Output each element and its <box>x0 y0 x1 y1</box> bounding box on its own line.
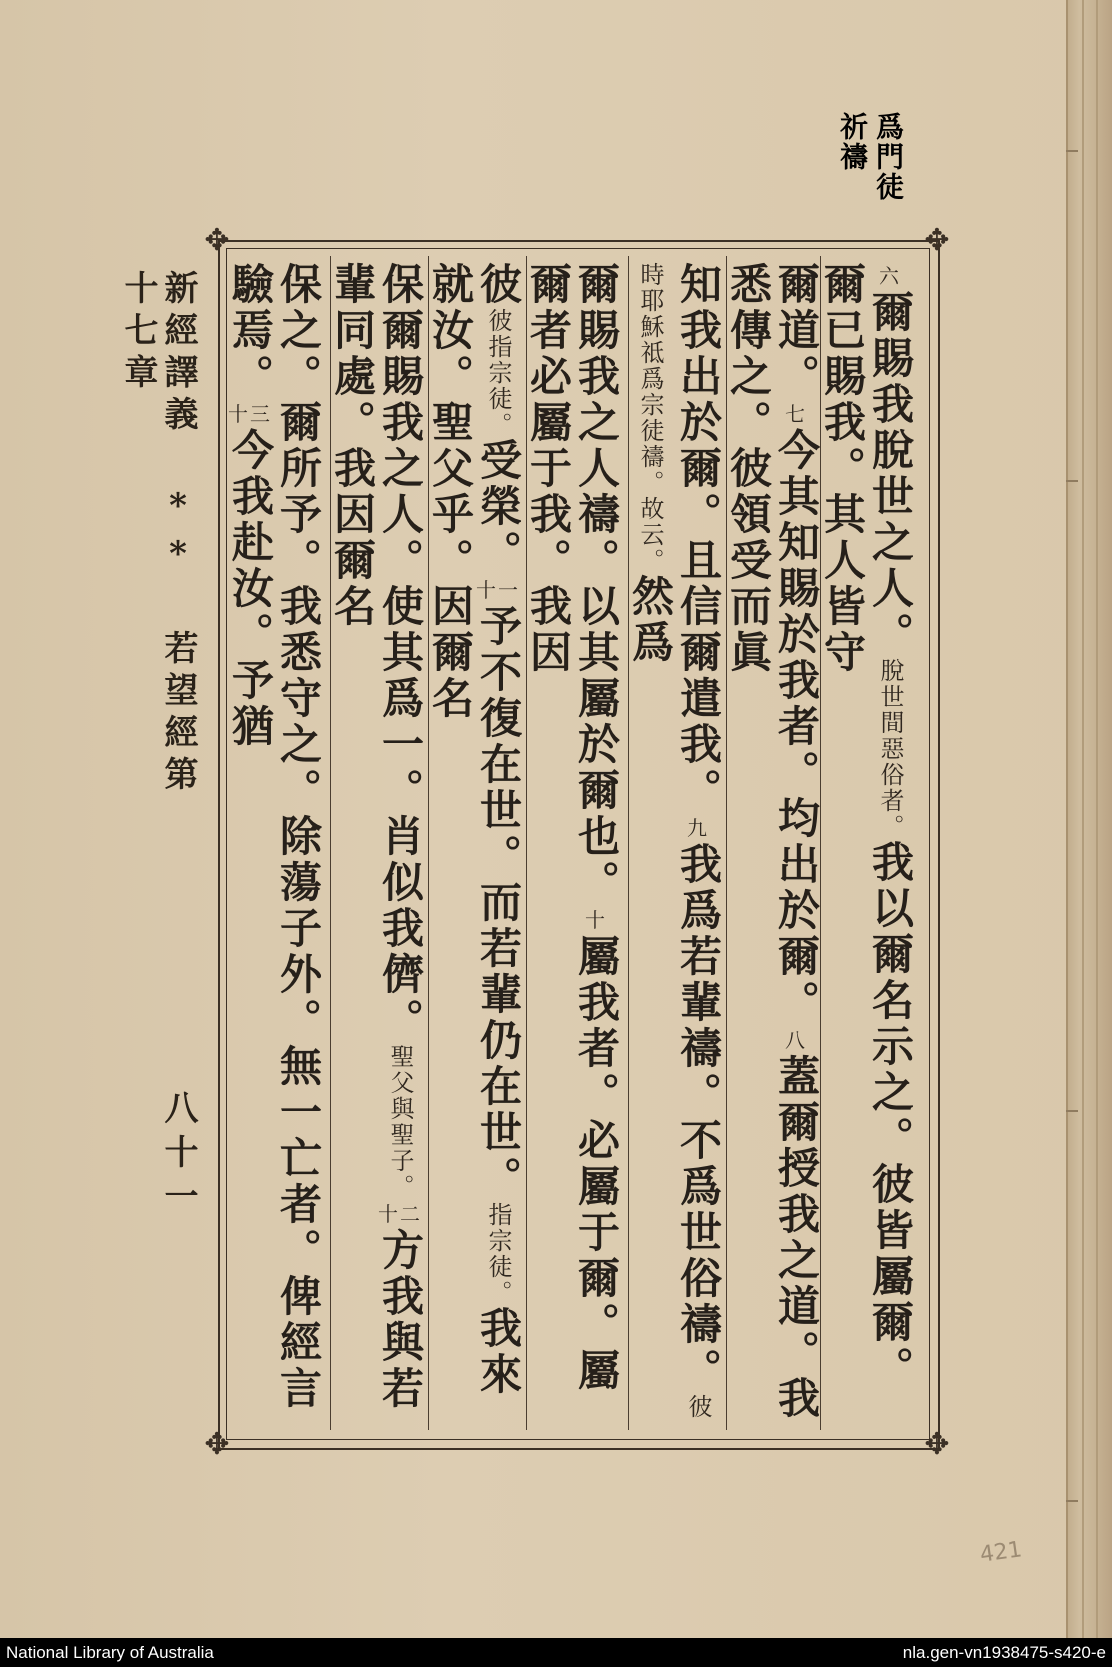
text-column <box>818 262 915 1432</box>
scripture-text: 我爲若輩禱。不爲世俗禱。 <box>674 842 723 1394</box>
scripture-text: 保之。爾所予。我悉守之。除蕩子外。無一亡者。俾經言驗焉。 <box>226 262 323 1412</box>
scripture-text: 保爾賜我之人。使其爲一。肖似我儕。 <box>376 262 425 1044</box>
binding-thread <box>1066 480 1078 482</box>
text-column <box>426 262 523 1432</box>
binding-thread <box>1066 150 1078 152</box>
scripture-text: 今我赴汝。予猶 <box>226 428 275 750</box>
text-column <box>626 262 723 1432</box>
scripture-text: 予不復在世。而若輩仍在世。 <box>474 604 523 1202</box>
commentary-note: 聖父與聖子。 <box>386 1044 414 1200</box>
scripture-text: 彼 <box>474 262 523 308</box>
commentary-note: 彼時耶穌祗爲宗徒禱。故云。 <box>636 262 712 1420</box>
scripture-text: 然爲 <box>626 574 675 666</box>
scripture-text: 今其知賜於我者。均出於爾。 <box>772 428 821 1026</box>
verse-number: 十二 <box>378 1202 422 1226</box>
verse-number: 十三 <box>228 402 272 426</box>
page-edge-line <box>1082 0 1084 1638</box>
margin-heading-line: 爲門徒 <box>872 112 905 202</box>
footer-bar <box>0 1638 1112 1667</box>
commentary-note: 彼指宗徒。 <box>484 308 512 438</box>
corner-ornament-icon: ✥ <box>924 1427 950 1462</box>
verse-number: 六 <box>879 264 901 288</box>
text-column <box>724 262 821 1432</box>
verse-number: 十一 <box>476 578 520 602</box>
scripture-text: 知我出於爾。且信爾遣我。 <box>674 262 723 814</box>
footer-item-id: nla.gen-vn1938475-s420-e <box>902 1643 1106 1662</box>
page-number: 八十一 <box>158 1090 198 1222</box>
scripture-text: 屬我者。必屬于爾。屬爾者必屬于我。我因 <box>524 262 621 1394</box>
scripture-text: 受榮。 <box>474 438 523 576</box>
footer-library-name: National Library of Australia <box>6 1643 214 1662</box>
scripture-text: 爾賜我脫世之人。 <box>866 290 915 658</box>
margin-heading <box>826 112 906 222</box>
scripture-text: 我以爾名示之。彼皆屬爾。爾已賜我。其人皆守 <box>818 262 915 1392</box>
text-column <box>524 262 621 1432</box>
verse-number: 七 <box>785 402 807 426</box>
margin-heading-line: 祈禱 <box>836 112 869 172</box>
scripture-text: 蓋爾授我之道。我悉傳之。彼領受而眞 <box>724 262 821 1422</box>
scripture-text: 方我與若輩同處。我因爾名 <box>328 262 425 1412</box>
text-column <box>328 262 425 1432</box>
binding-thread <box>1066 1500 1078 1502</box>
binding-thread <box>1066 1110 1078 1112</box>
text-column <box>226 262 323 1432</box>
scripture-text: 我來就汝。聖父乎。因爾名 <box>426 262 523 1398</box>
corner-ornament-icon: ✥ <box>204 223 230 258</box>
pencil-mark: 421 <box>978 1537 1024 1568</box>
commentary-note: 指宗徒。 <box>484 1202 512 1306</box>
verse-number: 九 <box>687 816 709 840</box>
page-edge-line <box>1096 0 1098 1638</box>
scripture-text: 爾賜我之人禱。以其屬於爾也。 <box>572 262 621 906</box>
corner-ornament-icon: ✥ <box>204 1427 230 1462</box>
verse-number: 八 <box>785 1028 807 1052</box>
page-stack-edge <box>1066 0 1112 1638</box>
running-title: 新經譯義 ** 若望經第十七章 <box>118 270 198 798</box>
commentary-note: 脫世間惡俗者。 <box>876 658 904 840</box>
verse-number: 十 <box>585 908 607 932</box>
corner-ornament-icon: ✥ <box>924 223 950 258</box>
scripture-text: 爾道。 <box>772 262 821 400</box>
